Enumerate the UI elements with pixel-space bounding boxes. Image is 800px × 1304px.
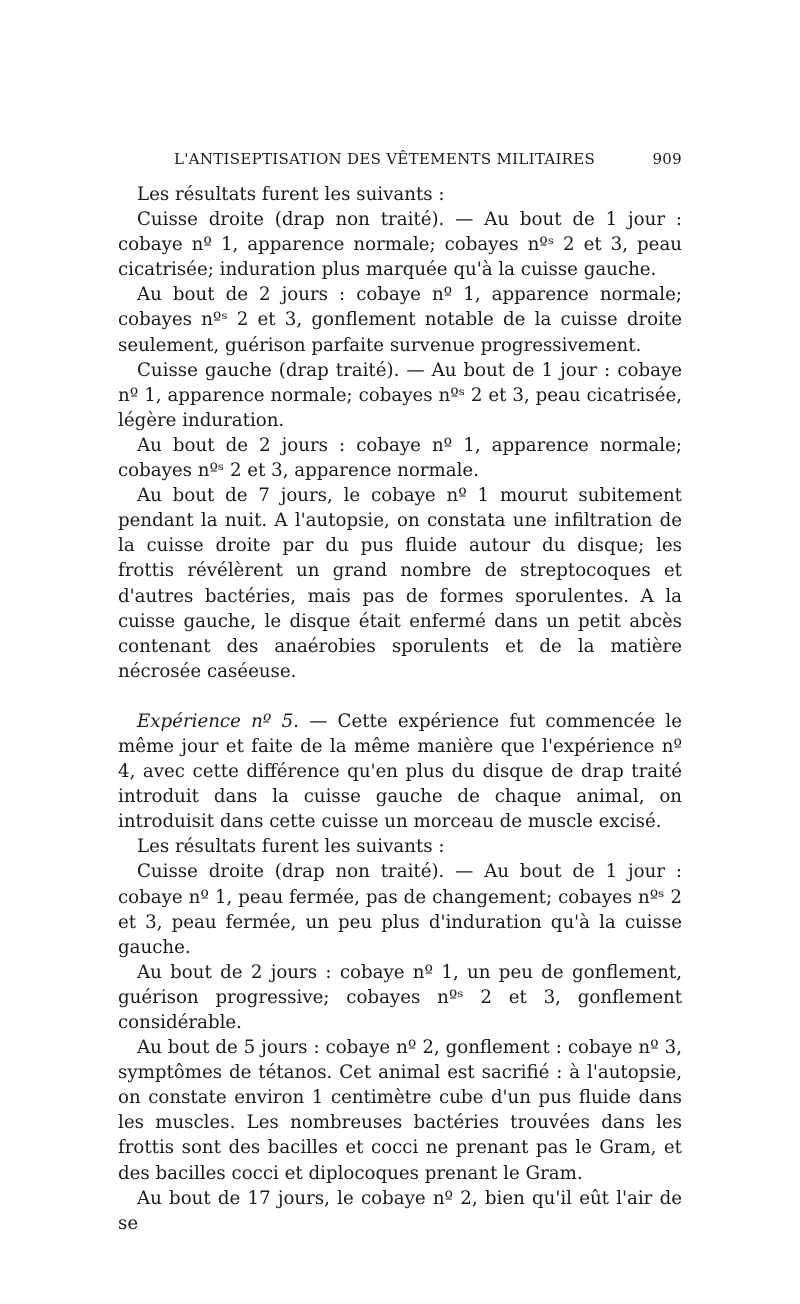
book-page bbox=[118, 150, 682, 1236]
body-text bbox=[118, 182, 682, 1236]
experiment-title: Expérience nº 5. bbox=[137, 710, 299, 732]
paragraph: Cuisse gauche (drap traité). — Au bout de 1 jour : cobaye nº 1, apparence normale; cobayes nºˢ 2 et 3, peau cicatrisée, légère induration. bbox=[118, 359, 682, 431]
paragraph: Les résultats furent les suivants : bbox=[137, 836, 445, 858]
paragraph: Cuisse droite (drap non traité). — Au bout de 1 jour : cobaye nº 1, peau fermée, pas de changement; cobayes nºˢ 2 et 3, peau fermée, un peu plus d'induration qu'à la cuisse gauche. bbox=[118, 861, 682, 958]
paragraph: Au bout de 2 jours : cobaye nº 1, apparence normale; cobayes nºˢ 2 et 3, apparence normale. bbox=[118, 434, 682, 482]
page-number: 909 bbox=[652, 150, 682, 168]
running-title: L'ANTISEPTISATION DES VÊTEMENTS MILITAIRES bbox=[174, 150, 596, 168]
paragraph: Au bout de 17 jours, le cobaye nº 2, bien qu'il eût l'air de se bbox=[118, 1187, 682, 1234]
paragraph: Au bout de 2 jours : cobaye nº 1, apparence normale; cobayes nºˢ 2 et 3, gonflement notable de la cuisse droite seulement, guérison parfaite survenue progressivement. bbox=[118, 284, 682, 356]
paragraph: Au bout de 5 jours : cobaye nº 2, gonflement : cobaye nº 3, symptômes de tétanos. Cet animal est sacrifié : à l'autopsie, on constate environ 1 centimètre cube d'un pus fluide dans les muscles. Les nombreuses bactéries trouvées dans les frottis sont des bacilles et cocci ne prenant pas le Gram, et des bacilles cocci et diplocoques prenant le Gram. bbox=[118, 1037, 682, 1184]
experiment-text: — Cette expérience fut commencée le même jour et faite de la même manière que l'expérience nº 4, avec cette différence qu'en plus du disque de drap traité introduit dans la cuisse gauche de chaque animal, on introduisit dans cette cuisse un morceau de muscle excisé. bbox=[118, 710, 683, 833]
paragraph: Les résultats furent les suivants : bbox=[137, 184, 445, 205]
section-gap bbox=[118, 684, 682, 709]
paragraph: Cuisse droite (drap non traité). — Au bout de 1 jour : cobaye nº 1, apparence normale; cobayes nºˢ 2 et 3, peau cicatrisée; induration plus marquée qu'à la cuisse gauche. bbox=[118, 209, 682, 281]
running-head bbox=[118, 150, 682, 174]
paragraph: Au bout de 2 jours : cobaye nº 1, un peu de gonflement, guérison progressive; cobayes nºˢ 2 et 3, gonflement considérable. bbox=[118, 961, 682, 1033]
experiment-paragraph bbox=[118, 709, 682, 834]
paragraph: Au bout de 7 jours, le cobaye nº 1 mourut subitement pendant la nuit. A l'autopsie, on constata une infiltration de la cuisse droite par du pus fluide autour du disque; les frottis révélèrent un grand nombre de streptocoques et d'autres bactéries, mais pas de formes sporulentes. A la cuisse gauche, le disque était enfermé dans un petit abcès contenant des anaérobies sporulents et de la matière nécrosée caséeuse. bbox=[118, 485, 682, 682]
